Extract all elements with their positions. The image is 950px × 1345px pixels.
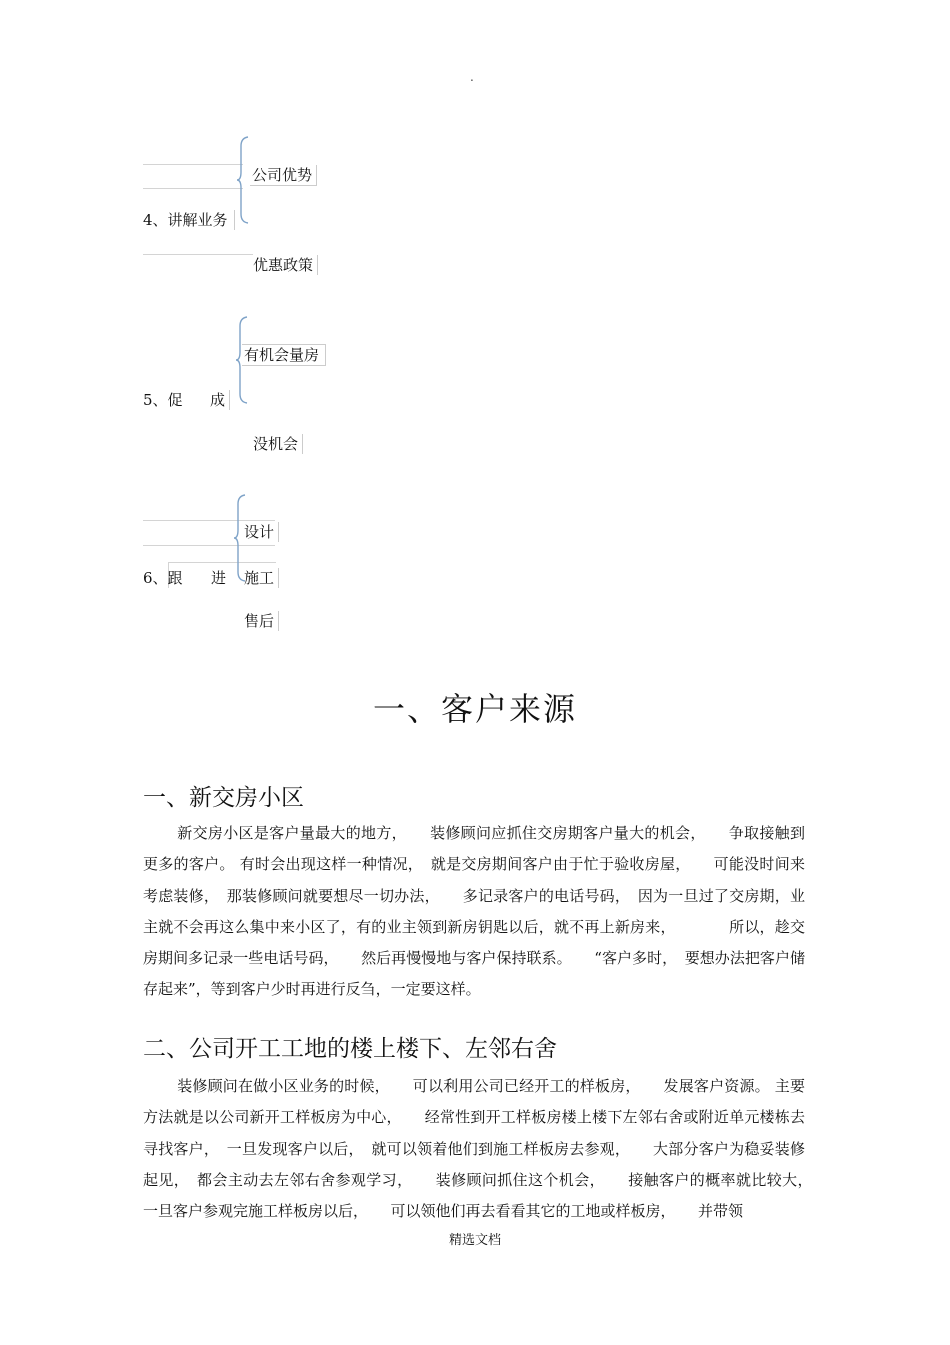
section-heading: 一、新交房小区: [143, 785, 304, 811]
curly-brace: [236, 136, 250, 224]
connector-line: [143, 164, 243, 165]
connector-line: [143, 254, 253, 255]
page-footer: 精选文档: [448, 1233, 501, 1248]
connector-line: [143, 545, 275, 546]
outline-label-end: 成: [210, 390, 230, 410]
outline-label-end: 进: [211, 569, 227, 587]
connector-line: [143, 520, 275, 521]
connector-line: [143, 188, 243, 189]
outline-sub-item: 施工: [242, 568, 279, 588]
section-paragraph: [143, 1071, 821, 1227]
outline-sub-item: 设计: [242, 522, 279, 542]
outline-sub-item: 售后: [242, 611, 279, 631]
outline-sub-item: 有机会量房: [242, 344, 326, 366]
section-paragraph: [143, 818, 805, 1006]
connector-line: [168, 562, 276, 563]
outline-sub-item: 公司优势: [250, 165, 317, 186]
outline-sub-item: 没机会: [251, 434, 303, 454]
outline-label: 6、跟: [143, 569, 183, 587]
outline-sub-item: 优惠政策: [251, 255, 318, 275]
paragraph-text: 装修顾问在做小区业务的时候， 可以利用公司已经开工的样板房， 发展客户资源。 主要方法就是以公司新开工样板房为中心， 经常性到开工样板房楼上楼下左邻右舍或附近单元楼栋去寻找客户， 一旦发现客户以后， 就可以领着他们到施工样板房去参观， 大部分客户为稳妥装修起见， 都会主动去左邻右舍参观学习， 装修顾问抓住这个机会， 接触客户的概率就比较大， 一旦客户参观完施工样板房以后， 可以领他们再去看看其它的工地或样板房， 并带领: [143, 1077, 821, 1221]
section-heading: 二、公司开工工地的楼上楼下、左邻右舍: [143, 1036, 557, 1062]
paragraph-text: 新交房小区是客户量最大的地方， 装修顾问应抓住交房期客户量大的机会， 争取接触到更多的客户。 有时会出现这样一种情况， 就是交房期间客户由于忙于验收房屋， 可能没时间来考虑装修， 那装修顾问就要想尽一切办法， 多记录客户的电话号码， 因为一旦过了交房期，业主就不会再这么集中来小区了，有的业主领到新房钥匙以后，就不再上新房来， 所以，趁交房期间多记录一些电话号码， 然后再慢慢地与客户保持联系。 “客户多时， 要想办法把客户储存起来”，等到客户少时再进行反刍，一定要这样。: [143, 824, 805, 999]
main-title: 一、客户来源: [372, 690, 577, 728]
outline-label: 4、讲解业务: [143, 210, 235, 230]
header-mark: .: [470, 70, 474, 84]
outline-label: 5、促: [143, 391, 183, 409]
